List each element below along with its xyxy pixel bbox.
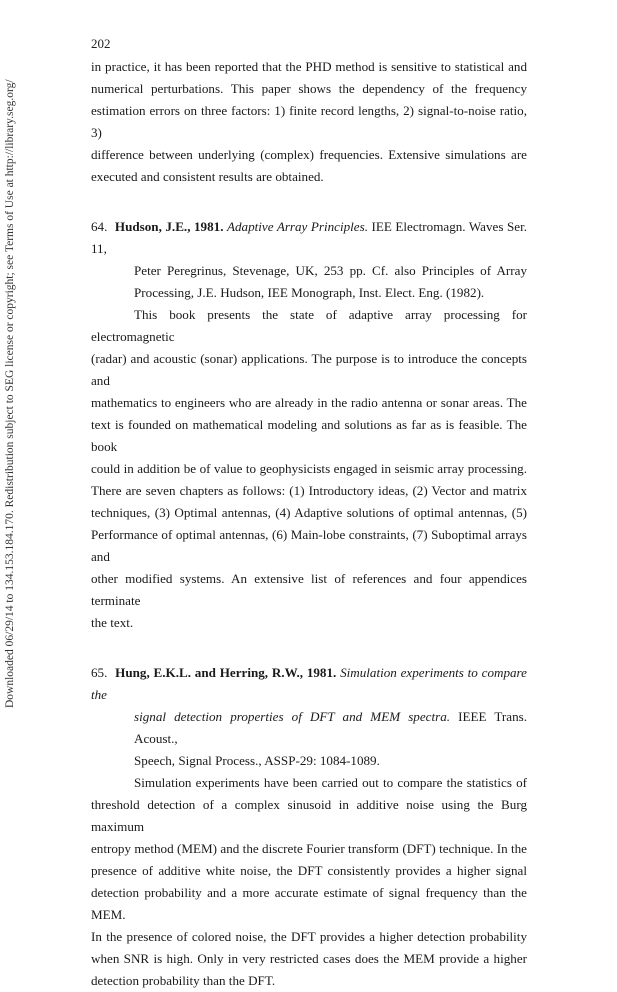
reference-heading [91, 216, 527, 260]
page-number: 202 [91, 36, 111, 51]
reference-citation: IEE Electromagn. Waves Ser. 11, [91, 219, 527, 256]
reference-title-line [91, 706, 527, 750]
abstract-line: techniques, (3) Optimal antennas, (4) Adaptive solutions of optimal antennas, (5) [91, 505, 527, 520]
reference-authors: Hudson, J.E., 1981. [114, 219, 224, 234]
reference-citation-line: Processing, J.E. Hudson, IEE Monograph, Inst. Elect. Eng. (1982). [134, 285, 485, 300]
reference-number: 65. [91, 665, 108, 680]
abstract-line: the text. [91, 615, 134, 630]
reference-heading [91, 662, 527, 706]
abstract-line: presence of additive white noise, the DFT consistently provides a higher signal [91, 863, 527, 878]
reference-citation-line: Speech, Signal Process., ASSP-29: 1084-1089. [134, 753, 380, 768]
abstract-line: This book presents the state of adaptive array processing for electromagnetic [91, 307, 527, 344]
reference-title: Simulation experiments to compare the [91, 665, 527, 702]
spacer [91, 188, 527, 210]
reference-citation-line: Peter Peregrinus, Stevenage, UK, 253 pp. Cf. also Principles of Array [134, 263, 527, 278]
intro-paragraph [91, 56, 527, 188]
page-body [91, 56, 527, 992]
abstract-line: when SNR is high. Only in very restricted cases does the MEM provide a higher [91, 951, 527, 966]
abstract-line: Simulation experiments have been carried out to compare the statistics of [134, 775, 527, 790]
reference-entry-65 [91, 662, 527, 992]
abstract-line: could in addition be of value to geophysicists engaged in seismic array processing. [91, 461, 527, 476]
abstract-line: threshold detection of a complex sinusoid in additive noise using the Burg maximum [91, 797, 527, 834]
abstract-line: In the presence of colored noise, the DFT provides a higher detection probability [91, 929, 527, 944]
text-line: numerical perturbations. This paper shows the dependency of the frequency [91, 81, 527, 96]
abstract-line: detection probability than the DFT. [91, 973, 276, 988]
text-line: difference between underlying (complex) frequencies. Extensive simulations are [91, 147, 527, 162]
reference-number: 64. [91, 219, 108, 234]
abstract-line: other modified systems. An extensive list of references and four appendices terminate [91, 571, 527, 608]
abstract-line: Performance of optimal antennas, (6) Main-lobe constraints, (7) Suboptimal arrays and [91, 527, 527, 564]
text-line: in practice, it has been reported that the PHD method is sensitive to statistical and [91, 59, 527, 74]
reference-citation: IEEE Trans. Acoust., [134, 709, 527, 746]
abstract-line: (radar) and acoustic (sonar) applications. The purpose is to introduce the concepts and [91, 351, 527, 388]
text-line: executed and consistent results are obtained. [91, 169, 324, 184]
spacer [91, 634, 527, 656]
abstract-line: There are seven chapters as follows: (1) Introductory ideas, (2) Vector and matrix [91, 483, 527, 498]
reference-title: Adaptive Array Principles. [227, 219, 368, 234]
reference-title-continued: signal detection properties of DFT and MEM spectra. [134, 709, 451, 724]
reference-entry-64 [91, 216, 527, 634]
abstract-line: detection probability and a more accurate estimate of signal frequency than the MEM. [91, 885, 527, 922]
abstract-line: entropy method (MEM) and the discrete Fourier transform (DFT) technique. In the [91, 841, 527, 856]
abstract-line: mathematics to engineers who are already in the radio antenna or sonar areas. The [91, 395, 527, 410]
download-notice: Downloaded 06/29/14 to 134.153.184.170. Redistribution subject to SEG license or copyright; see Terms of Use at http://library.seg.org/ [4, 79, 16, 708]
text-line: estimation errors on three factors: 1) finite record lengths, 2) signal-to-noise ratio, 3) [91, 103, 527, 140]
reference-authors: Hung, E.K.L. and Herring, R.W., 1981. [115, 665, 337, 680]
abstract-line: text is founded on mathematical modeling and solutions as far as is feasible. The book [91, 417, 527, 454]
